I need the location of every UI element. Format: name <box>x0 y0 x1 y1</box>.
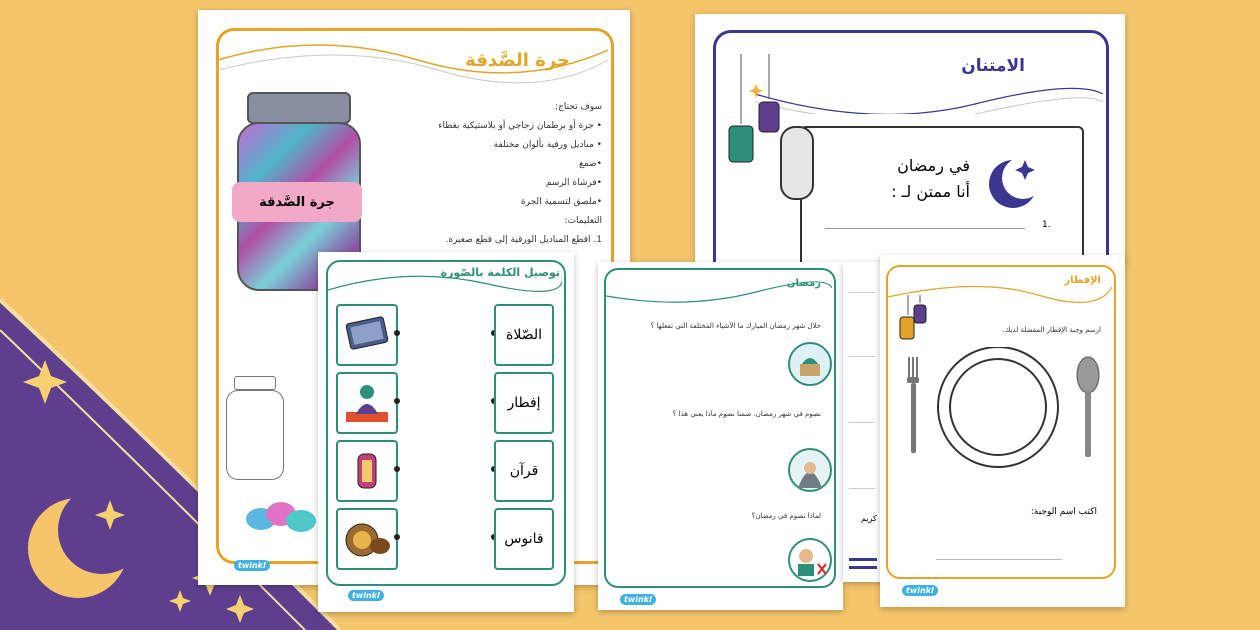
word-box-lantern: فانوس <box>494 508 554 570</box>
iftar-worksheet <box>880 255 1125 607</box>
background-worksheet-edge <box>843 262 885 582</box>
prayer-picture <box>336 372 398 434</box>
sheet-title: الامتنان <box>961 56 1025 76</box>
wave-decoration <box>606 270 832 310</box>
word-box-prayer: الصّلاة <box>494 304 554 366</box>
question-1: خلال شهر رمضان المبارك ما الأشياء المختلفة التي تفعلها ؟ <box>650 322 821 330</box>
quran-picture <box>336 304 398 366</box>
iftar-picture <box>336 508 398 570</box>
sheet-title: رمضان <box>786 278 821 289</box>
jar-label: جرة الصَّدقة <box>259 194 335 210</box>
place-setting-illustration <box>898 347 1108 477</box>
praying-person-icon <box>338 374 396 432</box>
twinkl-logo: twinkl <box>620 594 656 605</box>
ramadan-questions-worksheet <box>598 262 843 610</box>
peek-word: كريم <box>861 514 877 523</box>
question-2: نصوم في شهر رمضان. صمنا نصوم ماذا يعني هذا ؟ <box>672 410 821 418</box>
item-number: 1. <box>1042 220 1051 230</box>
matching-worksheet <box>318 252 574 612</box>
food-plate-icon <box>338 510 396 568</box>
boy-eating-icon <box>788 538 832 582</box>
book-icon <box>338 306 396 364</box>
fork-icon <box>907 357 919 453</box>
scroll-line-2: أنا ممتن لـ : <box>891 182 970 201</box>
scroll-line-1: في رمضان <box>897 156 970 175</box>
materials-text: سوف تحتاج: • جرة أو برطمان زجاجي أو بلاستيكية بغطاء • مناديل ورقية بألوان مختلفة •صمغ •فرشاة الرسم •ملصق لتسمية الجرة التعليمات: 1. اقطع المناديل الورقية إلى قطع صغيرة. <box>438 102 602 245</box>
lantern-icon <box>338 442 396 500</box>
sheet-title: الإفطار <box>1064 275 1101 286</box>
gratitude-worksheet <box>695 14 1125 264</box>
woman-avatar-icon <box>788 448 832 492</box>
lantern-picture <box>336 440 398 502</box>
word-box-quran: قرآن <box>494 440 554 502</box>
empty-jar-illustration <box>224 376 284 481</box>
sheet-title: جرة الصَّدقة <box>465 50 570 71</box>
tissue-paper-illustration <box>246 498 326 538</box>
spoon-icon <box>1077 357 1099 457</box>
twinkl-logo: twinkl <box>902 585 938 596</box>
answer-line <box>825 228 1025 229</box>
question-3: لماذا نصوم في رمضان؟ <box>751 512 821 520</box>
twinkl-logo: twinkl <box>234 560 270 571</box>
sheet-title: توصيل الكلمة بالصّورة <box>440 266 560 279</box>
plate-icon <box>938 347 1058 467</box>
scroll-illustration <box>780 126 1080 261</box>
meal-name-label: اكتب اسم الوجبة: <box>1030 507 1097 517</box>
meal-name-line <box>936 559 1062 560</box>
lantern-icon <box>890 295 930 355</box>
drawing-instruction: ارسم وجبة الإفطار المفضلة لديك. <box>1002 326 1101 334</box>
word-box-iftar: إفطار <box>494 372 554 434</box>
twinkl-logo: twinkl <box>348 590 384 601</box>
crescent-star-icon <box>985 154 1045 214</box>
mosque-icon <box>788 342 832 386</box>
